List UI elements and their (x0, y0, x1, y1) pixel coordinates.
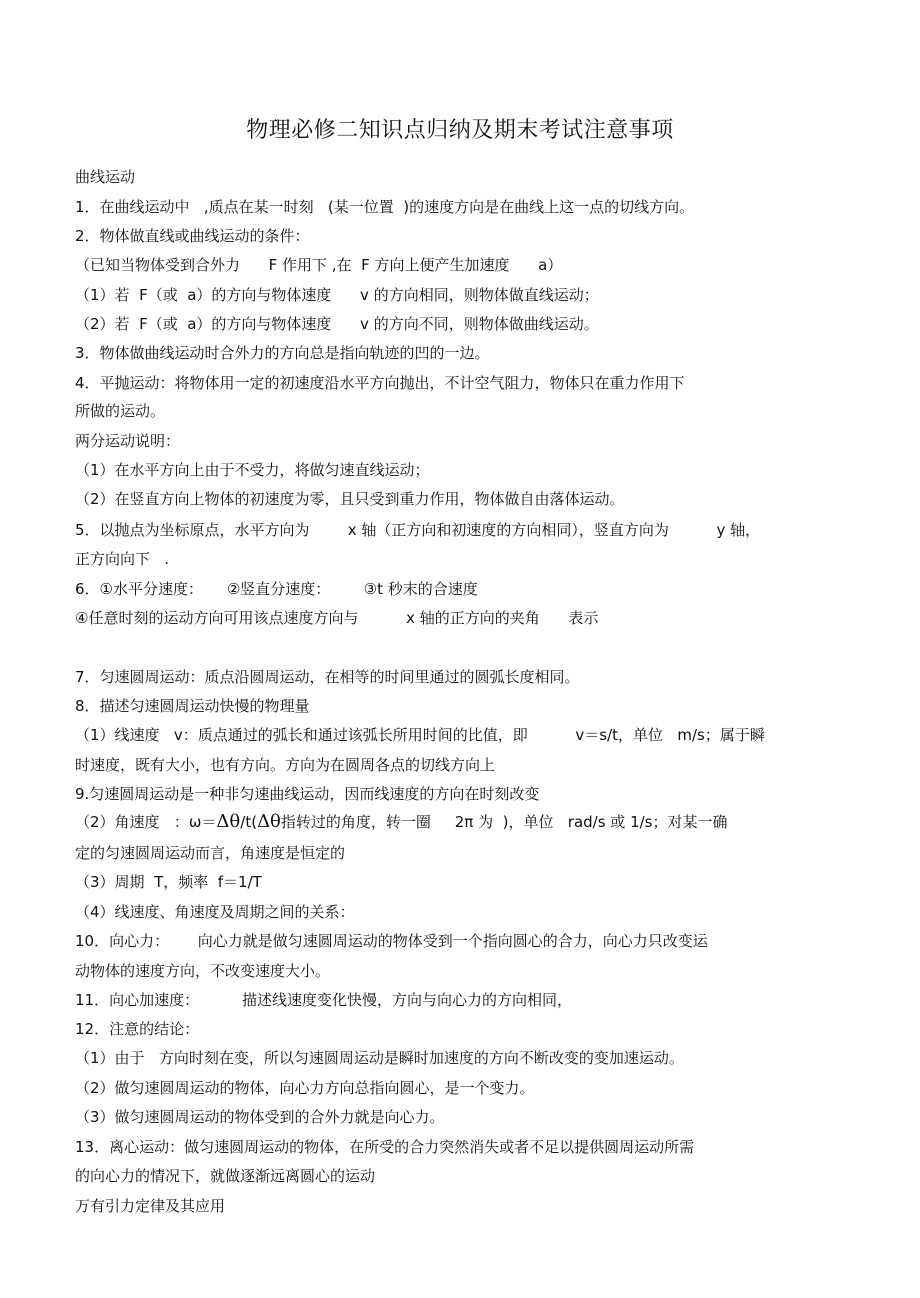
text-line: 3．物体做曲线运动时合外力的方向总是指向轨迹的凹的一边。 (75, 344, 490, 362)
text-line: ④任意时刻的运动方向可用该点速度方向与 x 轴的正方向的夹角 表示 (75, 609, 599, 627)
text-line: 4．平抛运动：将物体用一定的初速度沿水平方向抛出，不计空气阻力，物体只在重力作用下 (75, 374, 685, 392)
text-span: 指转过的角度，转一圈 2π 为 )，单位 rad/s 或 1/s；对某一确 (280, 813, 728, 831)
text-line: 9.匀速圆周运动是一种非匀速曲线运动，因而线速度的方向在时刻改变 (75, 785, 540, 803)
text-line: （3）做匀速圆周运动的物体受到的合外力就是向心力。 (75, 1108, 445, 1126)
text-line: （已知当物体受到合外力 F 作用下 ,在 F 方向上便产生加速度 a） (75, 256, 563, 274)
section-heading-gravitation: 万有引力定律及其应用 (75, 1197, 226, 1215)
text-line: （3）周期 T，频率 f＝1/T (75, 873, 262, 891)
text-line: 5．以抛点为坐标原点，水平方向为 x 轴（正方向和初速度的方向相同），竖直方向为 y 轴， (75, 521, 761, 539)
text-line: （1）由于 方向时刻在变，所以匀速圆周运动是瞬时加速度的方向不断改变的变加速运动。 (75, 1049, 684, 1067)
text-line: 正方向向下 . (75, 550, 170, 568)
text-line: 10．向心力： 向心力就是做匀速圆周运动的物体受到一个指向圆心的合力，向心力只改变运 (75, 932, 708, 950)
section-heading-curve-motion: 曲线运动 (75, 168, 136, 186)
text-line: 11．向心加速度： 描述线速度变化快慢，方向与向心力的方向相同， (75, 991, 573, 1009)
text-line: （1）在水平方向上由于不受力，将做匀速直线运动； (75, 461, 430, 479)
text-line: （2）在竖直方向上物体的初速度为零，且只受到重力作用，物体做自由落体运动。 (75, 490, 625, 508)
text-line: 两分运动说明： (75, 432, 181, 450)
angular-velocity-line (75, 812, 727, 832)
text-line: （2）若 F（或 a）的方向与物体速度 v 的方向不同，则物体做曲线运动。 (75, 315, 599, 333)
text-line: 12．注意的结论： (75, 1020, 200, 1038)
text-line: 13．离心运动：做匀速圆周运动的物体，在所受的合力突然消失或者不足以提供圆周运动所需 (75, 1138, 695, 1156)
text-line: 1．在曲线运动中 ,质点在某一时刻 (某一位置 )的速度方向是在曲线上这一点的切线方向。 (75, 198, 695, 216)
text-line: 所做的运动。 (75, 402, 166, 420)
text-line: （1）若 F（或 a）的方向与物体速度 v 的方向相同，则物体做直线运动； (75, 286, 599, 304)
text-line: （4）线速度、角速度及周期之间的关系： (75, 903, 355, 921)
text-line: 定的匀速圆周运动而言，角速度是恒定的 (75, 844, 346, 862)
text-line: 7．匀速圆周运动：质点沿圆周运动，在相等的时间里通过的圆弧长度相同。 (75, 668, 580, 686)
text-line: 的向心力的情况下，就做逐渐远离圆心的运动 (75, 1167, 376, 1185)
text-line: 8．描述匀速圆周运动快慢的物理量 (75, 697, 310, 715)
text-line: （1）线速度 v：质点通过的弧长和通过该弧长所用时间的比值，即 v＝s/t，单位 m/s；属于瞬 (75, 726, 765, 744)
text-span: （2）角速度 ：ω＝ (75, 813, 217, 831)
text-line: （2）做匀速圆周运动的物体，向心力方向总指向圆心，是一个变力。 (75, 1079, 535, 1097)
text-line: 动物体的速度方向，不改变速度大小。 (75, 962, 331, 980)
delta-theta-symbol: Δθ (257, 811, 281, 832)
text-line: 6．①水平分速度： ②竖直分速度： ③t 秒末的合速度 (75, 580, 478, 598)
text-line: 时速度，既有大小，也有方向。方向为在圆周各点的切线方向上 (75, 756, 496, 774)
text-span: /t( (240, 813, 258, 831)
text-line: 2．物体做直线或曲线运动的条件： (75, 227, 310, 245)
document-title: 物理必修二知识点归纳及期末考试注意事项 (246, 118, 674, 143)
delta-theta-symbol: Δθ (216, 811, 241, 832)
